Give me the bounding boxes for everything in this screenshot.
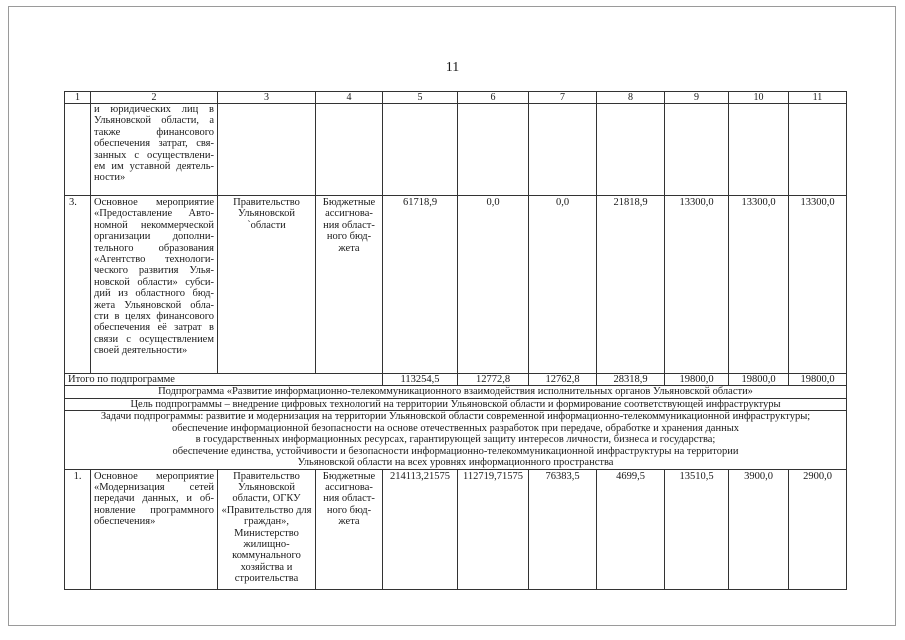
task-line: обеспечение единства, устойчивости и безопасности информационно-телекоммуникационной инфраструктуры на территории xyxy=(172,445,739,457)
column-number: 9 xyxy=(665,92,729,104)
table-row xyxy=(65,196,847,374)
row-number: 3. xyxy=(65,196,91,374)
amount-cell: 112719,71575 xyxy=(458,469,529,589)
total-amount: 19800,0 xyxy=(665,374,729,386)
amount-cell xyxy=(529,104,597,196)
row-number: 1. xyxy=(65,469,91,589)
subprogram-goal: Цель подпрограммы – внедрение цифровых технологий на территории Ульяновской области и формирование соответствующей инфраструктуры xyxy=(65,398,847,411)
total-amount: 12762,8 xyxy=(529,374,597,386)
column-number: 4 xyxy=(316,92,383,104)
amount-cell: 0,0 xyxy=(458,196,529,374)
subprogram-tasks xyxy=(65,411,847,470)
amount-cell xyxy=(458,104,529,196)
amount-cell xyxy=(597,104,665,196)
column-number: 6 xyxy=(458,92,529,104)
budget-table xyxy=(64,91,847,590)
column-number: 10 xyxy=(729,92,789,104)
funding-source: Бюджетные ассигнова-ния област-ного бюд-жета xyxy=(316,469,383,589)
amount-cell: 13510,5 xyxy=(665,469,729,589)
table-row xyxy=(65,104,847,196)
total-amount: 113254,5 xyxy=(383,374,458,386)
executor: Правительство Ульяновской области, ОГКУ «Правительство для граждан», Министерство жилищно-коммунального хозяйства и строительства xyxy=(218,469,316,589)
total-label: Итого по подпрограмме xyxy=(65,374,383,386)
subprogram-tasks-row xyxy=(65,411,847,470)
amount-cell: 4699,5 xyxy=(597,469,665,589)
subprogram-goal-row xyxy=(65,398,847,411)
amount-cell: 2900,0 xyxy=(789,469,847,589)
task-line: Задачи подпрограммы: развитие и модернизация на территории Ульяновской области современной информационно-телекоммуникационной инфраструктуры; xyxy=(100,411,811,422)
amount-cell: 0,0 xyxy=(529,196,597,374)
subprogram-title-row xyxy=(65,386,847,399)
amount-cell: 76383,5 xyxy=(529,469,597,589)
table-row xyxy=(65,469,847,589)
total-amount: 19800,0 xyxy=(729,374,789,386)
executor xyxy=(218,104,316,196)
column-number-row xyxy=(65,92,847,104)
activity-description: Основное мероприятие «Модернизация сетей передачи данных, и об-новление программного обеспечения» xyxy=(91,469,218,589)
column-number: 3 xyxy=(218,92,316,104)
amount-cell xyxy=(789,104,847,196)
task-line: в государственных информационных ресурсах, гарантирующей защиту интересов личности, бизнеса и государства; xyxy=(195,434,716,445)
row-number xyxy=(65,104,91,196)
total-amount: 28318,9 xyxy=(597,374,665,386)
funding-source: Бюджетные ассигнова-ния област-ного бюд-жета xyxy=(316,196,383,374)
amount-cell: 13300,0 xyxy=(665,196,729,374)
total-amount: 19800,0 xyxy=(789,374,847,386)
amount-cell: 3900,0 xyxy=(729,469,789,589)
task-line: обеспечение информационной безопасности на основе отечественных разработок при передаче, обработке и хранения данных xyxy=(171,422,740,434)
subprogram-title: Подпрограмма «Развитие информационно-телекоммуникационного взаимодействия исполнительных органов Ульяновской области» xyxy=(65,386,847,399)
page-number: 11 xyxy=(445,60,460,75)
amount-cell xyxy=(665,104,729,196)
activity-description: и юридических лиц в Ульяновской области, а также финансового обеспечения затрат, свя-занных с осуществлени-ем им уставной деятель-ности» xyxy=(91,104,218,196)
total-row xyxy=(65,374,847,386)
funding-source xyxy=(316,104,383,196)
column-number: 11 xyxy=(789,92,847,104)
amount-cell: 214113,21575 xyxy=(383,469,458,589)
amount-cell xyxy=(383,104,458,196)
amount-cell xyxy=(729,104,789,196)
amount-cell: 13300,0 xyxy=(729,196,789,374)
column-number: 5 xyxy=(383,92,458,104)
amount-cell: 61718,9 xyxy=(383,196,458,374)
task-line: Ульяновской области на всех уровнях информационного пространства xyxy=(297,457,614,468)
column-number: 8 xyxy=(597,92,665,104)
total-amount: 12772,8 xyxy=(458,374,529,386)
activity-description: Основное мероприятие «Предоставление Авто-номной некоммерческой организации дополни-тельного образования «Агентство технологи-ческого развития Улья-новской области» субси-дий из областного бюд-жета Ульяновской обла-сти в целях финансового обеспечения её затрат в связи с осуществлением своей деятельности» xyxy=(91,196,218,374)
amount-cell: 13300,0 xyxy=(789,196,847,374)
column-number: 2 xyxy=(91,92,218,104)
amount-cell: 21818,9 xyxy=(597,196,665,374)
executor: Правительство Ульяновской `области xyxy=(218,196,316,374)
column-number: 7 xyxy=(529,92,597,104)
column-number: 1 xyxy=(65,92,91,104)
